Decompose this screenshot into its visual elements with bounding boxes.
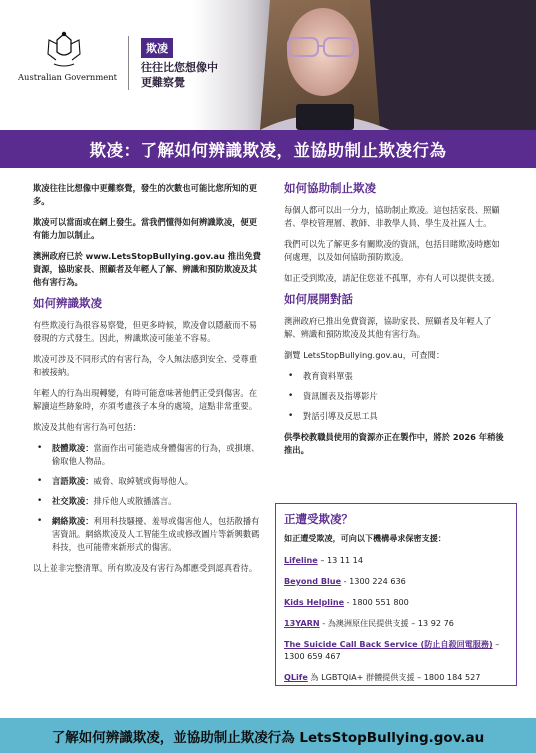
- campaign-tag: [141, 37, 218, 90]
- body-paragraph: 每個人都可以出一分力，協助制止欺凌。這包括家長、照顧者、學校管理層、教師、非教學人員、學生及社區人士。: [284, 205, 500, 228]
- bullet-icon: •: [37, 496, 43, 506]
- body-paragraph: 欺凌及其他有害行為可包括：: [33, 422, 141, 432]
- body-paragraph: 澳洲政府已推出免費資源，協助家長、照顧者及年輕人了解、辨識和預防欺凌及其他有害行為。: [284, 316, 492, 339]
- bullet-icon: •: [288, 411, 294, 421]
- body-paragraph: 以上並非完整清單。所有欺凌及有害行為都應受到認真看待。: [33, 563, 258, 573]
- support-box-title: 正遭受欺凌？: [284, 512, 353, 526]
- resources-list: [284, 370, 506, 423]
- body-paragraph: 有些欺凌行為很容易察覺，但更多時候，欺凌會以隱蔽而不易發現的方式發生。因此，辨識欺凌可能並不容易。: [33, 320, 258, 343]
- section-heading-recognise: 如何辨識欺凌: [33, 296, 102, 310]
- bullying-types-list: [33, 442, 265, 554]
- page-title: 欺凌：了解如何辨識欺凌，並協助制止欺凌行為: [89, 141, 447, 160]
- list-item: [284, 410, 506, 423]
- support-link-13yarn[interactable]: 13YARN: [284, 618, 320, 628]
- list-item: [33, 495, 265, 508]
- footer-bar: [0, 718, 536, 753]
- list-item: [33, 515, 265, 554]
- list-item-text: 資訊圖表及指導影片: [303, 391, 378, 401]
- hero-photo: [200, 0, 536, 130]
- title-bar: [0, 130, 536, 168]
- campaign-tagline-1: 往往比您想像中: [141, 61, 218, 74]
- bullet-icon: •: [288, 391, 294, 401]
- list-item-text: 當面作出可能造成身體傷害的行為，或損壞、偷取他人物品。: [52, 443, 260, 466]
- list-item-text: 利用科技騷擾、羞辱或傷害他人，包括散播有害資訊。網絡欺凌及人工智能生成或修改圖片等新興數碼科技，也可能帶來新形式的傷害。: [52, 516, 260, 552]
- logo-divider: [128, 36, 129, 90]
- support-link-qlife[interactable]: QLife: [284, 672, 308, 682]
- body-paragraph: 欺凌可涉及不同形式的有害行為，令人無法感到安全、受尊重和被接納。: [33, 354, 258, 377]
- support-link-kids-helpline[interactable]: Kids Helpline: [284, 597, 345, 607]
- support-detail: – 1300 659 467: [284, 639, 500, 661]
- list-item-text: 威脅、取綽號或侮辱他人。: [93, 476, 194, 486]
- agency-name: Australian Government: [18, 72, 117, 82]
- coat-of-arms-icon: [44, 30, 84, 70]
- bullet-icon: •: [37, 443, 43, 453]
- intro-paragraph-1: 欺凌往往比想像中更難察覺，發生的次數也可能比您所知的更多。: [33, 183, 258, 206]
- support-detail: - 為澳洲原住民提供支援 – 13 92 76: [319, 618, 454, 628]
- hero-banner: [0, 0, 536, 130]
- body-paragraph: 我們可以先了解更多有關欺凌的資訊，包括目睹欺凌時應如何處理，以及如何協助預防欺凌。: [284, 239, 500, 262]
- list-item-term: 網絡欺凌：: [52, 516, 94, 526]
- support-detail: 為 LGBTQIA+ 群體提供支援 – 1800 184 527: [307, 672, 481, 682]
- campaign-tag-label: 欺凌: [141, 38, 173, 58]
- right-column: [284, 182, 506, 465]
- list-item: [284, 370, 506, 383]
- campaign-tagline-2: 更難察覺: [141, 76, 185, 89]
- intro-paragraph-2: 欺凌可以當面或在網上發生。當我們懂得如何辨識欺凌，便更有能力加以制止。: [33, 217, 258, 240]
- support-link-beyond-blue[interactable]: Beyond Blue: [284, 576, 342, 586]
- support-line: [284, 575, 508, 587]
- list-item-text: 對話引導及反思工具: [303, 411, 378, 421]
- section-heading-conversation: 如何展開對話: [284, 292, 353, 306]
- list-item: [33, 475, 265, 488]
- intro-paragraph-3: 澳洲政府已於 www.LetsStopBullying.gov.au 推出免費資源，協助家長、照顧者及年輕人了解、辨識和預防欺凌及其他有害行為。: [33, 251, 261, 287]
- support-line: [284, 554, 508, 566]
- body-paragraph: 年輕人的行為出現轉變，有時可能意味著他們正受到傷害。在解讀這些跡象時，亦須考慮孩子本身的處境，這點非常重要。: [33, 388, 258, 411]
- support-detail: – 13 11 14: [317, 555, 363, 565]
- school-resources-note: 供學校教職員使用的資源亦正在製作中，將於 2026 年稍後推出。: [284, 432, 504, 455]
- list-item-text: 教育資料單張: [303, 371, 353, 381]
- body-paragraph: 如正受到欺凌，請記住您並不孤單，亦有人可以提供支援。: [284, 273, 500, 283]
- list-item-term: 社交欺凌：: [52, 496, 94, 506]
- body-paragraph: 瀏覽 LetsStopBullying.gov.au，可查閱：: [284, 350, 445, 360]
- bullet-icon: •: [37, 516, 43, 526]
- support-detail: - 1800 551 800: [344, 597, 409, 607]
- bullet-icon: •: [37, 476, 43, 486]
- list-item: [33, 442, 265, 468]
- government-logo: [18, 30, 117, 82]
- list-item-text: 排斥他人或散播謠言。: [93, 496, 177, 506]
- list-item-term: 肢體欺凌：: [52, 443, 94, 453]
- support-line: [284, 617, 508, 629]
- support-line: [284, 596, 508, 608]
- support-line: [284, 671, 508, 683]
- bullet-icon: •: [288, 371, 294, 381]
- support-line: [284, 638, 508, 662]
- list-item: [284, 390, 506, 403]
- section-heading-help-stop: 如何協助制止欺凌: [284, 181, 376, 195]
- support-box: [275, 503, 517, 686]
- support-link-lifeline[interactable]: Lifeline: [284, 555, 318, 565]
- support-link-suicide-call-back[interactable]: The Suicide Call Back Service (防止自殺回電服務): [284, 639, 493, 649]
- footer-text: 了解如何辨識欺凌，並協助制止欺凌行為 LetsStopBullying.gov.au: [51, 729, 485, 746]
- list-item-term: 言語欺凌：: [52, 476, 94, 486]
- support-detail: - 1300 224 636: [341, 576, 406, 586]
- left-column: [33, 182, 265, 583]
- support-box-lead: 如正遭受欺凌，可向以下機構尋求保密支援：: [284, 533, 446, 543]
